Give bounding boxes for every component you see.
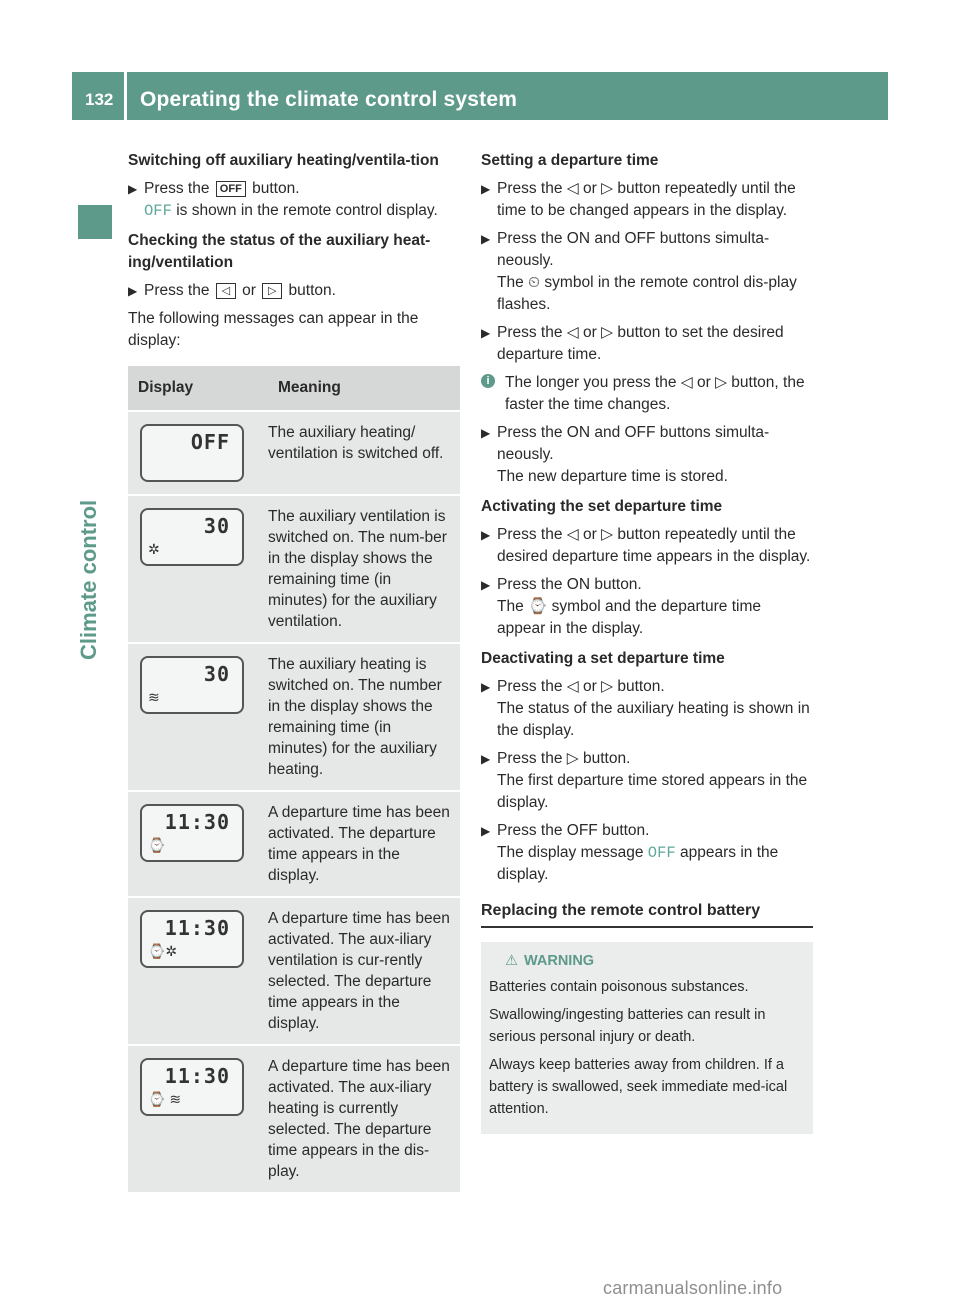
meaning-cell: A departure time has been activated. The aux-iliary ventilation is cur-rently selected. The departure time appears in the display. [268, 910, 450, 1032]
departure-clock-icon: ⌚ [148, 837, 166, 853]
step-text: Press the ◁ or ▷ button repeatedly until the desired departure time appears in the display. [497, 526, 811, 565]
meaning-cell: A departure time has been activated. The departure time appears in the display. [268, 804, 450, 884]
step-text: Press the ▷ button. [497, 750, 631, 767]
heating-icon: ≋ [148, 689, 160, 705]
display-cell [128, 1046, 256, 1192]
step-result [144, 200, 460, 222]
deactivate-step-2 [481, 748, 813, 814]
activate-step-1 [481, 524, 813, 568]
result-text: The display message [497, 844, 644, 861]
watermark: carmanualsonline.info [603, 1278, 783, 1298]
table-row [128, 494, 460, 642]
warning-box [481, 942, 813, 1134]
step-text: Press the ◁ or ▷ button to set the desired departure time. [497, 324, 784, 363]
lcd-digits: 11:30 [164, 810, 230, 834]
lcd-digits: 30 [203, 662, 230, 686]
step-text: button. [252, 180, 300, 197]
left-column [128, 150, 460, 1192]
step-arrow-icon: ▶ [128, 284, 138, 298]
step-text: Press the ◁ or ▷ button repeatedly until the time to be changed appears in the display. [497, 180, 796, 219]
table-row [128, 410, 460, 494]
info-note [481, 372, 813, 416]
step-arrow-icon: ▶ [481, 680, 491, 694]
step-arrow-icon: ▶ [481, 326, 491, 340]
meaning-cell: The auxiliary heating is switched on. The number in the display shows the remaining time (in minutes) for the auxiliary heating. [268, 656, 442, 778]
lcd-display [140, 656, 244, 714]
step-arrow-icon: ▶ [481, 528, 491, 542]
table-header [128, 366, 460, 410]
lcd-digits: OFF [190, 430, 230, 454]
page-title: Operating the climate control system [140, 88, 518, 111]
lcd-display [140, 910, 244, 968]
set-step-2 [481, 228, 813, 316]
meaning-cell: The auxiliary heating/ ventilation is switched off. [268, 424, 444, 462]
left-arrow-button-icon: ◁ [216, 283, 236, 299]
messages-intro: The following messages can appear in the display: [128, 310, 419, 349]
off-display-text: OFF [647, 844, 676, 862]
table-row [128, 642, 460, 790]
side-tab-marker [78, 205, 112, 239]
switch-off-heading: Switching off auxiliary heating/ventila-tion [128, 152, 439, 169]
warning-title [505, 950, 803, 972]
column-header-meaning: Meaning [278, 379, 341, 396]
table-row [128, 790, 460, 896]
table-row [128, 1044, 460, 1192]
activate-step-2 [481, 574, 813, 640]
step-text: Press the ON and OFF buttons simulta-neously. [497, 424, 770, 463]
fan-icon: ✲ [148, 541, 160, 557]
lcd-digits: 11:30 [164, 1064, 230, 1088]
warning-text: Always keep batteries away from children. If a battery is swallowed, seek immediate med-ical attention. [489, 1057, 788, 1117]
display-cell [128, 898, 256, 1044]
deactivate-departure-heading: Deactivating a set departure time [481, 650, 725, 667]
set-departure-heading: Setting a departure time [481, 152, 659, 169]
lcd-display [140, 424, 244, 482]
display-messages-table [128, 366, 460, 1192]
lcd-digits: 30 [203, 514, 230, 538]
display-cell [128, 792, 256, 896]
step-arrow-icon: ▶ [481, 752, 491, 766]
step-result: The new departure time is stored. [497, 468, 728, 485]
departure-fan-icon: ⌚✲ [148, 943, 178, 959]
step-result: The ⏲ symbol in the remote control dis-play flashes. [497, 274, 797, 313]
step-text: Press the [144, 180, 210, 197]
step-text: Press the ON button. [497, 576, 642, 593]
check-status-heading: Checking the status of the auxiliary heat-ing/ventilation [128, 232, 431, 271]
switch-off-step [128, 178, 460, 222]
off-display-text: OFF [144, 202, 172, 220]
meaning-cell: The auxiliary ventilation is switched on. The num-ber in the display shows the remaining time (in minutes) for the auxiliary ventilation. [268, 508, 447, 630]
info-icon: i [481, 374, 495, 388]
lcd-digits: 11:30 [164, 916, 230, 940]
warning-text: Swallowing/ingesting batteries can result in serious personal injury or death. [489, 1007, 766, 1045]
check-status-step [128, 280, 460, 302]
step-result: The first departure time stored appears in the display. [497, 772, 808, 811]
step-text: Press the ON and OFF buttons simulta-neously. [497, 230, 770, 269]
display-cell [128, 496, 256, 642]
result-text: appears in the display. [497, 844, 779, 883]
battery-heading: Replacing the remote control battery [481, 900, 813, 928]
side-section-label: Climate control [76, 499, 101, 660]
step-arrow-icon: ▶ [481, 824, 491, 838]
step-arrow-icon: ▶ [481, 578, 491, 592]
step-result: The status of the auxiliary heating is shown in the display. [497, 700, 810, 739]
deactivate-step-1 [481, 676, 813, 742]
step-text: or [242, 282, 256, 299]
lcd-display [140, 1058, 244, 1116]
display-cell [128, 412, 256, 494]
step-result: The ⌚ symbol and the departure time appear in the display. [497, 598, 761, 637]
header-divider [124, 72, 127, 120]
set-step-1 [481, 178, 813, 222]
step-arrow-icon: ▶ [481, 232, 491, 246]
table-row [128, 896, 460, 1044]
lcd-display [140, 508, 244, 566]
lcd-display [140, 804, 244, 862]
display-cell [128, 644, 256, 790]
departure-heating-icon: ⌚ ≋ [148, 1091, 182, 1107]
step-result [497, 842, 813, 886]
step-text: Press the [144, 282, 210, 299]
result-text: is shown in the remote control display. [176, 202, 438, 219]
column-header-display: Display [138, 379, 194, 396]
set-step-4 [481, 422, 813, 488]
step-arrow-icon: ▶ [128, 182, 138, 196]
step-text: button. [288, 282, 336, 299]
off-button-symbol: OFF [216, 181, 246, 197]
step-text: Press the ◁ or ▷ button. [497, 678, 665, 695]
warning-triangle-icon: ⚠ [505, 953, 518, 969]
step-text: Press the OFF button. [497, 822, 650, 839]
warning-label: WARNING [524, 953, 595, 969]
right-column [481, 150, 813, 1134]
set-step-3 [481, 322, 813, 366]
step-arrow-icon: ▶ [481, 182, 491, 196]
step-arrow-icon: ▶ [481, 426, 491, 440]
meaning-cell: A departure time has been activated. The aux-iliary heating is currently selected. The departure time appears in the dis-play. [268, 1058, 450, 1180]
deactivate-step-3 [481, 820, 813, 886]
right-arrow-button-icon: ▷ [262, 283, 282, 299]
warning-text: Batteries contain poisonous substances. [489, 979, 749, 995]
page-number: 132 [85, 90, 114, 109]
note-text: The longer you press the ◁ or ▷ button, the faster the time changes. [505, 374, 805, 413]
activate-departure-heading: Activating the set departure time [481, 498, 723, 515]
